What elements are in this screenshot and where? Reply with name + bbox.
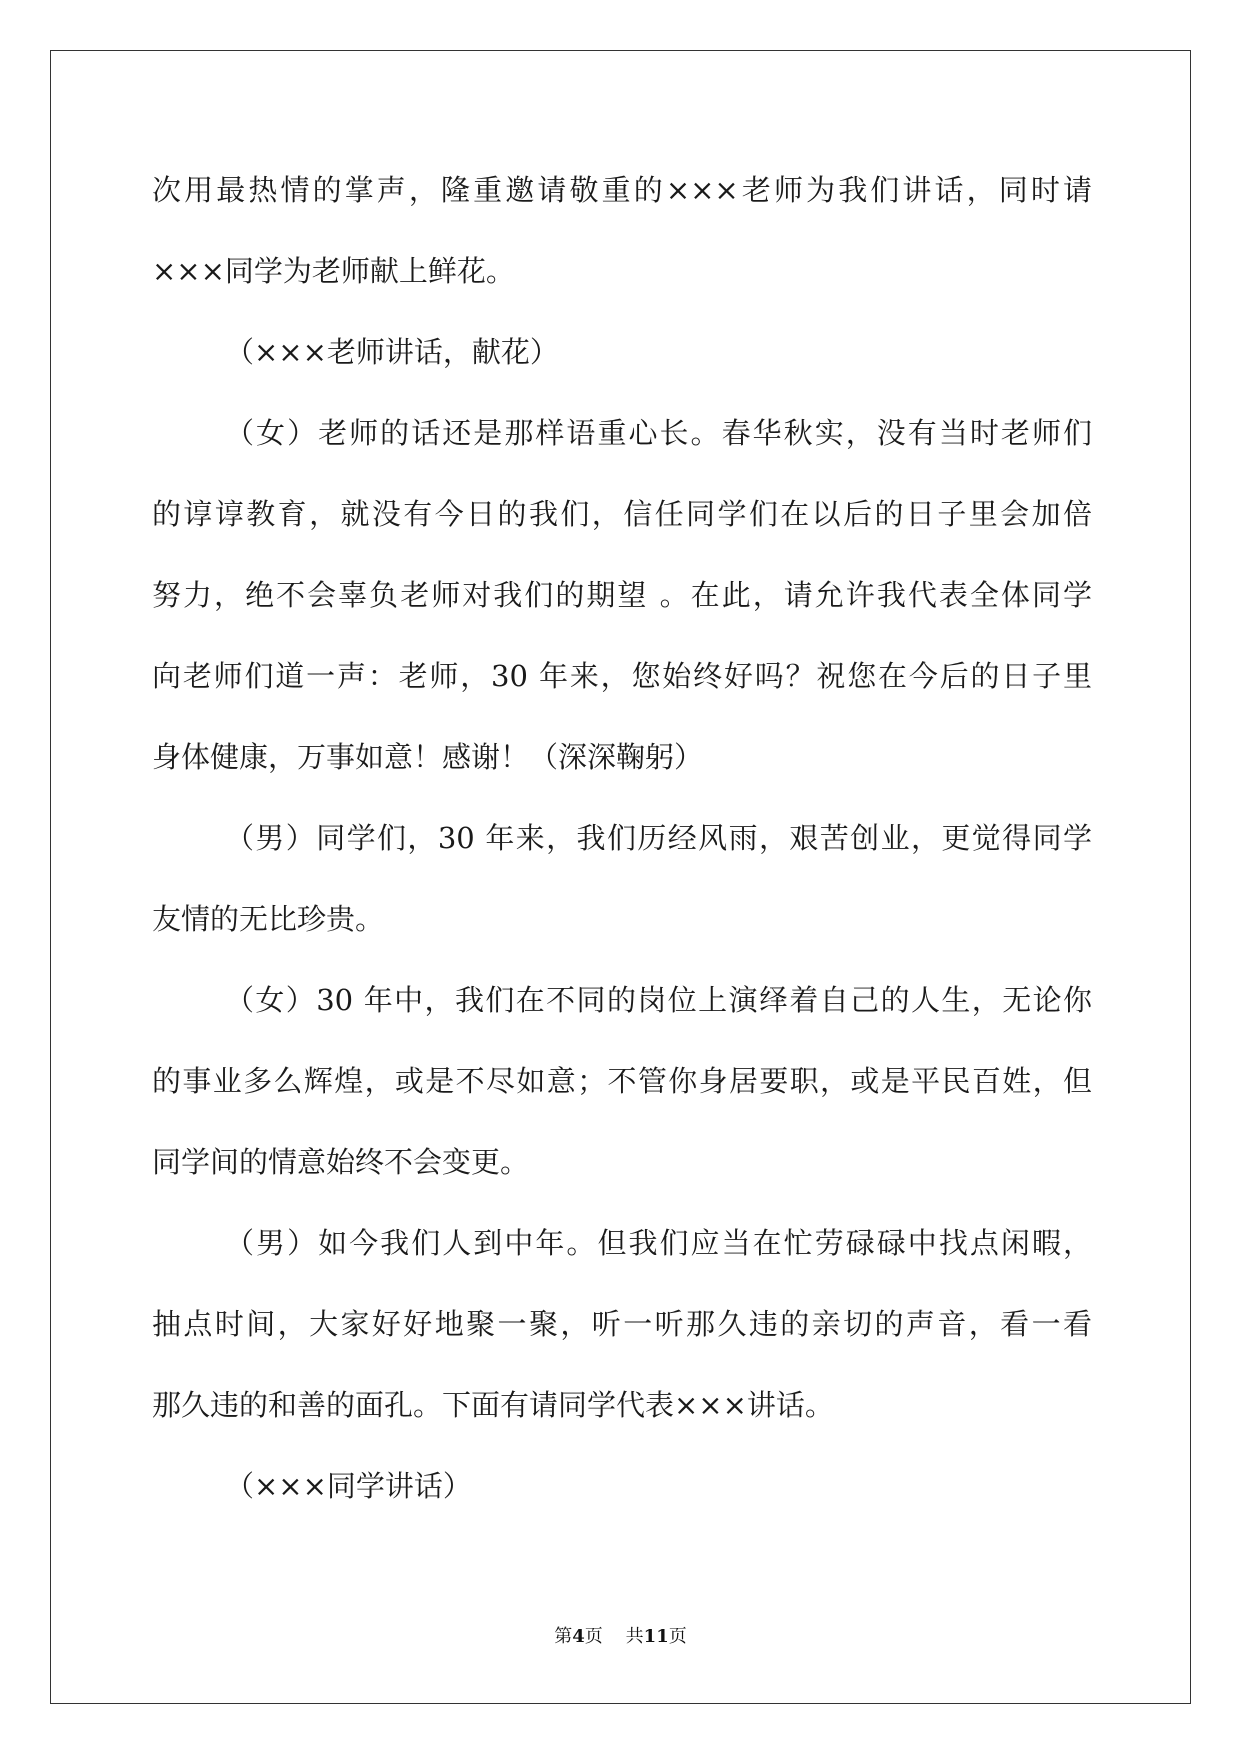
text-line: 次用最热情的掌声，隆重邀请敬重的×××老师为我们讲话，同时请 xyxy=(152,173,1092,207)
text-line: （×××同学讲话） xyxy=(225,1469,472,1503)
footer-total-prefix: 共 xyxy=(625,1626,644,1647)
document-body xyxy=(152,150,1092,1527)
text-line: （×××老师讲话，献花） xyxy=(225,335,559,369)
text-line: 的谆谆教育，就没有今日的我们，信任同学们在以后的日子里会加倍 xyxy=(152,497,1092,531)
text-line: 努力，绝不会辜负老师对我们的期望 。在此，请允许我代表全体同学 xyxy=(152,578,1092,612)
text-line: ×××同学为老师献上鲜花。 xyxy=(152,254,515,288)
text-line: 那久违的和善的面孔。下面有请同学代表×××讲话。 xyxy=(152,1388,834,1422)
text-line: 的事业多么辉煌，或是不尽如意；不管你身居要职，或是平民百姓，但 xyxy=(152,1064,1092,1098)
page-footer xyxy=(0,1622,1241,1648)
text-line: （女）老师的话还是那样语重心长。春华秋实，没有当时老师们 xyxy=(225,416,1092,450)
text-line: 向老师们道一声：老师，30 年来，您始终好吗？祝您在今后的日子里 xyxy=(152,659,1092,693)
total-pages-number: 11 xyxy=(643,1626,669,1647)
text-line: 同学间的情意始终不会变更。 xyxy=(152,1145,530,1179)
text-line: 抽点时间，大家好好地聚一聚，听一听那久违的亲切的声音，看一看 xyxy=(152,1307,1092,1341)
text-line: 身体健康，万事如意！感谢！（深深鞠躬） xyxy=(152,740,704,774)
current-page-number: 4 xyxy=(572,1626,585,1647)
text-line: 友情的无比珍贵。 xyxy=(152,902,385,936)
text-line: （男）同学们，30 年来，我们历经风雨，艰苦创业，更觉得同学 xyxy=(225,821,1092,855)
footer-total-suffix: 页 xyxy=(668,1626,687,1647)
footer-page-word: 页 xyxy=(584,1626,603,1647)
text-line: （男）如今我们人到中年。但我们应当在忙劳碌碌中找点闲暇， xyxy=(225,1226,1092,1260)
footer-prefix: 第 xyxy=(554,1626,573,1647)
text-line: （女）30 年中，我们在不同的岗位上演绎着自己的人生，无论你 xyxy=(225,983,1092,1017)
